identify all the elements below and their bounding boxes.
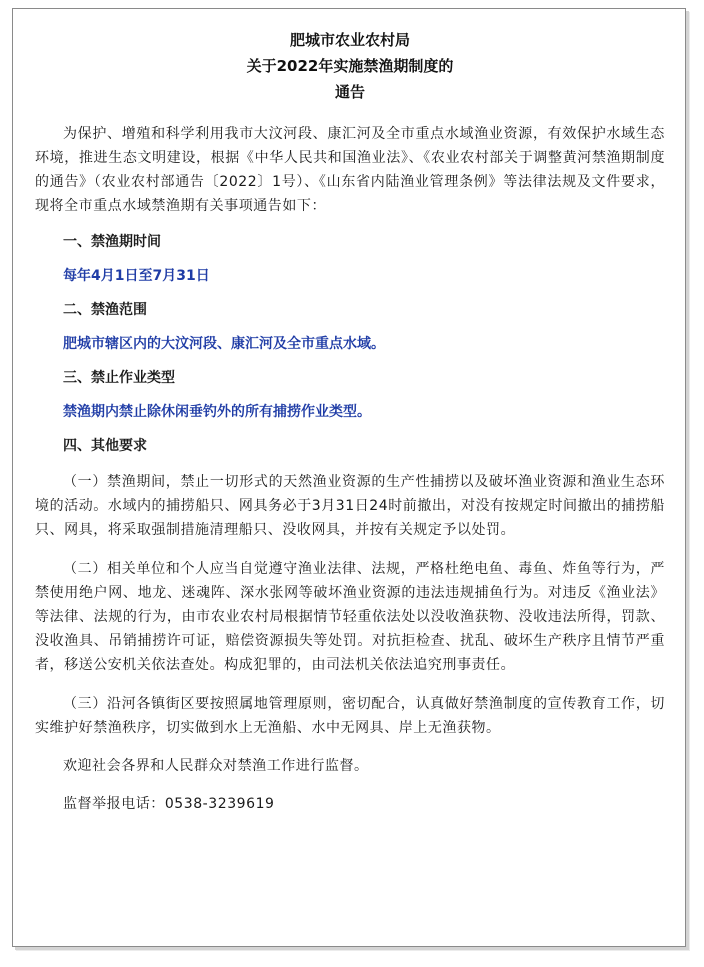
closing-statement: 欢迎社会各界和人民群众对禁渔工作进行监督。 [63, 758, 369, 774]
title-subject: 关于2022年实施禁渔期制度的 [246, 57, 454, 75]
title-issuer: 肥城市农业农村局 [289, 31, 410, 49]
section-heading-other: 四、其他要求 [63, 438, 147, 454]
title-type: 通告 [334, 83, 365, 101]
section-heading-prohibited: 三、禁止作业类型 [63, 370, 175, 386]
section-content-period: 每年4月1日至7月31日 [63, 268, 210, 284]
notice-title [35, 27, 665, 105]
section-heading-period: 一、禁渔期时间 [63, 234, 161, 250]
requirement-item-3: （三）沿河各镇街区要按照属地管理原则，密切配合，认真做好禁渔制度的宣传教育工作，切实维护好禁渔秩序，切实做到水上无渔船、水中无网具、岸上无渔获物。 [35, 696, 665, 736]
requirement-item-2: （二）相关单位和个人应当自觉遵守渔业法律、法规，严格杜绝电鱼、毒鱼、炸鱼等行为，严禁使用绝户网、地龙、迷魂阵、深水张网等破坏渔业资源的违法违规捕鱼行为。对违反《渔业法》等法律、法规的行为，由市农业农村局根据情节轻重依法处以没收渔获物、没收违法所得，罚款、没收渔具、吊销捕捞许可证，赔偿资源损失等处罚。对抗拒检查、扰乱、破坏生产秩序且情节严重者，移送公安机关依法查处。构成犯罪的，由司法机关依法追究刑事责任。 [35, 561, 665, 673]
hotline: 监督举报电话：0538-3239619 [63, 796, 275, 812]
section-heading-scope: 二、禁渔范围 [63, 302, 147, 318]
intro-paragraph: 为保护、增殖和科学利用我市大汶河段、康汇河及全市重点水域渔业资源，有效保护水域生态环境，推进生态文明建设，根据《中华人民共和国渔业法》、《农业农村部关于调整黄河禁渔期制度的通告》（农业农村部通告〔2022〕1号）、《山东省内陆渔业管理条例》等法律法规及文件要求，现将全市重点水域禁渔期有关事项通告如下： [35, 126, 665, 214]
requirement-item-1: （一）禁渔期间，禁止一切形式的天然渔业资源的生产性捕捞以及破坏渔业资源和渔业生态环境的活动。水域内的捕捞船只、网具务必于3月31日24时前撤出，对没有按规定时间撤出的捕捞船只、网具，将采取强制措施清理船只、没收网具，并按有关规定予以处罚。 [35, 474, 665, 538]
notice-frame [12, 8, 686, 947]
section-content-scope: 肥城市辖区内的大汶河段、康汇河及全市重点水域。 [63, 336, 385, 352]
section-content-prohibited: 禁渔期内禁止除休闲垂钓外的所有捕捞作业类型。 [63, 404, 371, 420]
